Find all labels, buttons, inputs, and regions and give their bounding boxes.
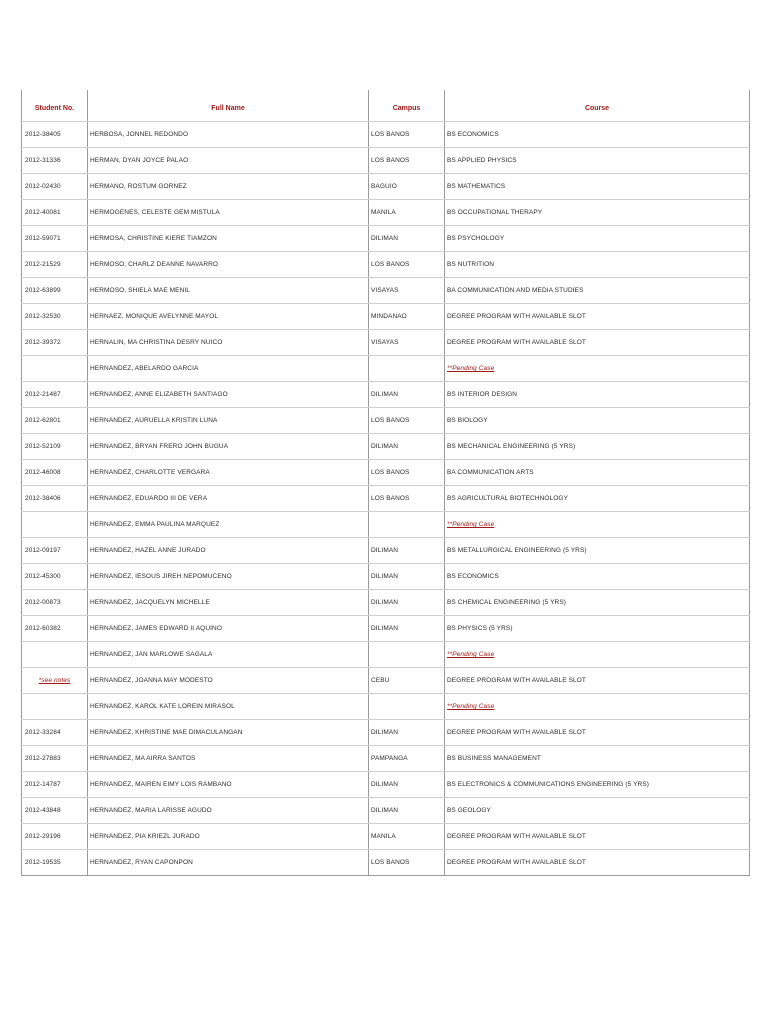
full-name-cell: HERNANDEZ, ANNE ELIZABETH SANTIAGO bbox=[88, 382, 369, 408]
course-cell: BA COMMUNICATION AND MEDIA STUDIES bbox=[445, 278, 750, 304]
student-no-cell: 2012-19535 bbox=[22, 850, 88, 876]
student-no-cell: 2012-40081 bbox=[22, 200, 88, 226]
campus-cell: DILIMAN bbox=[369, 564, 445, 590]
table-body bbox=[22, 122, 750, 876]
table-row bbox=[22, 824, 750, 850]
see-notes-link[interactable]: *see notes bbox=[38, 677, 71, 684]
course-cell: BS METALLURGICAL ENGINEERING (5 YRS) bbox=[445, 538, 750, 564]
table-row bbox=[22, 746, 750, 772]
course-cell: BA COMMUNICATION ARTS bbox=[445, 460, 750, 486]
table-row bbox=[22, 122, 750, 148]
campus-cell: MINDANAO bbox=[369, 304, 445, 330]
campus-cell bbox=[369, 642, 445, 668]
table-row bbox=[22, 798, 750, 824]
student-no-cell: 2012-33284 bbox=[22, 720, 88, 746]
campus-cell: MANILA bbox=[369, 824, 445, 850]
table-row bbox=[22, 252, 750, 278]
table-row bbox=[22, 850, 750, 876]
table-row bbox=[22, 694, 750, 720]
table-row bbox=[22, 616, 750, 642]
header-full-name: Full Name bbox=[88, 90, 369, 122]
full-name-cell: HERNANDEZ, IESOUS JIREH NEPOMUCENO bbox=[88, 564, 369, 590]
header-course: Course bbox=[445, 90, 750, 122]
full-name-cell: HERNANDEZ, KHRISTINE MAE DIMACULANGAN bbox=[88, 720, 369, 746]
course-cell: DEGREE PROGRAM WITH AVAILABLE SLOT bbox=[445, 330, 750, 356]
full-name-cell: HERNANDEZ, CHARLOTTE VERGARA bbox=[88, 460, 369, 486]
table-row bbox=[22, 356, 750, 382]
table-row bbox=[22, 200, 750, 226]
campus-cell bbox=[369, 512, 445, 538]
student-no-cell: 2012-59071 bbox=[22, 226, 88, 252]
full-name-cell: HERNANDEZ, MA AIRRA SANTOS bbox=[88, 746, 369, 772]
full-name-cell: HERNANDEZ, EMMA PAULINA MARQUEZ bbox=[88, 512, 369, 538]
campus-cell: DILIMAN bbox=[369, 798, 445, 824]
full-name-cell: HERMAN, DYAN JOYCE PALAO bbox=[88, 148, 369, 174]
table-row bbox=[22, 668, 750, 694]
full-name-cell: HERNANDEZ, MARIA LARISSE AGUDO bbox=[88, 798, 369, 824]
full-name-cell: HERNANDEZ, PIA KRIEZL JURADO bbox=[88, 824, 369, 850]
table-row bbox=[22, 460, 750, 486]
course-cell bbox=[445, 694, 750, 720]
full-name-cell: HERNANDEZ, JOANNA MAY MODESTO bbox=[88, 668, 369, 694]
table-row bbox=[22, 278, 750, 304]
course-cell: DEGREE PROGRAM WITH AVAILABLE SLOT bbox=[445, 720, 750, 746]
course-cell bbox=[445, 512, 750, 538]
campus-cell: LOS BANOS bbox=[369, 252, 445, 278]
student-no-cell: 2012-32530 bbox=[22, 304, 88, 330]
student-no-cell: 2012-00873 bbox=[22, 590, 88, 616]
student-no-cell: 2012-43848 bbox=[22, 798, 88, 824]
full-name-cell: HERNALIN, MA CHRISTINA DESRY NUICO bbox=[88, 330, 369, 356]
full-name-cell: HERMOGENES, CELESTE GEM MISTULA bbox=[88, 200, 369, 226]
student-no-cell bbox=[22, 512, 88, 538]
pending-case-link[interactable]: **Pending Case bbox=[447, 651, 495, 658]
full-name-cell: HERNANDEZ, JACQUELYN MICHELLE bbox=[88, 590, 369, 616]
student-no-cell: 2012-63899 bbox=[22, 278, 88, 304]
pending-case-link[interactable]: **Pending Case bbox=[447, 703, 495, 710]
full-name-cell: HERNANDEZ, AURUELLA KRISTIN LUNA bbox=[88, 408, 369, 434]
student-no-cell: 2012-62801 bbox=[22, 408, 88, 434]
campus-cell: LOS BANOS bbox=[369, 486, 445, 512]
course-cell: BS ECONOMICS bbox=[445, 564, 750, 590]
full-name-cell: HERNANDEZ, MAIREN EIMY LOIS RAMBANO bbox=[88, 772, 369, 798]
full-name-cell: HERNANDEZ, ABELARDO GARCIA bbox=[88, 356, 369, 382]
campus-cell: VISAYAS bbox=[369, 330, 445, 356]
table-row bbox=[22, 382, 750, 408]
table-row bbox=[22, 590, 750, 616]
student-no-cell: 2012-52109 bbox=[22, 434, 88, 460]
campus-cell: LOS BANOS bbox=[369, 850, 445, 876]
results-table bbox=[21, 90, 750, 876]
campus-cell: DILIMAN bbox=[369, 434, 445, 460]
full-name-cell: HERNANDEZ, HAZEL ANNE JURADO bbox=[88, 538, 369, 564]
course-cell: BS CHEMICAL ENGINEERING (5 YRS) bbox=[445, 590, 750, 616]
table-row bbox=[22, 226, 750, 252]
full-name-cell: HERMANO, ROSTUM GORNEZ bbox=[88, 174, 369, 200]
table-row bbox=[22, 538, 750, 564]
course-cell: BS GEOLOGY bbox=[445, 798, 750, 824]
student-no-cell: 2012-14787 bbox=[22, 772, 88, 798]
course-cell: DEGREE PROGRAM WITH AVAILABLE SLOT bbox=[445, 824, 750, 850]
full-name-cell: HERMOSO, CHARLZ DEANNE NAVARRO bbox=[88, 252, 369, 278]
full-name-cell: HERNANDEZ, RYAN CAPONPON bbox=[88, 850, 369, 876]
student-no-cell bbox=[22, 668, 88, 694]
student-no-cell: 2012-27883 bbox=[22, 746, 88, 772]
student-no-cell: 2012-29196 bbox=[22, 824, 88, 850]
campus-cell: VISAYAS bbox=[369, 278, 445, 304]
course-cell: DEGREE PROGRAM WITH AVAILABLE SLOT bbox=[445, 850, 750, 876]
course-cell bbox=[445, 642, 750, 668]
table-row bbox=[22, 148, 750, 174]
header-row bbox=[22, 90, 750, 122]
campus-cell: PAMPANGA bbox=[369, 746, 445, 772]
campus-cell: DILIMAN bbox=[369, 590, 445, 616]
course-cell: BS AGRICULTURAL BIOTECHNOLOGY bbox=[445, 486, 750, 512]
pending-case-link[interactable]: **Pending Case bbox=[447, 521, 495, 528]
campus-cell: MANILA bbox=[369, 200, 445, 226]
campus-cell: DILIMAN bbox=[369, 772, 445, 798]
course-cell: BS OCCUPATIONAL THERAPY bbox=[445, 200, 750, 226]
full-name-cell: HERNANDEZ, JAMES EDWARD II AQUINO bbox=[88, 616, 369, 642]
pending-case-link[interactable]: **Pending Case bbox=[447, 365, 495, 372]
course-cell: BS MATHEMATICS bbox=[445, 174, 750, 200]
course-cell bbox=[445, 356, 750, 382]
course-cell: BS BUSINESS MANAGEMENT bbox=[445, 746, 750, 772]
table-row bbox=[22, 330, 750, 356]
student-no-cell: 2012-38405 bbox=[22, 122, 88, 148]
campus-cell: LOS BANOS bbox=[369, 148, 445, 174]
full-name-cell: HERMOSA, CHRISTINE KIERE TIAMZON bbox=[88, 226, 369, 252]
full-name-cell: HERNANDEZ, KAROL KATE LOREIN MIRASOL bbox=[88, 694, 369, 720]
student-no-cell bbox=[22, 694, 88, 720]
campus-cell: CEBU bbox=[369, 668, 445, 694]
campus-cell: LOS BANOS bbox=[369, 122, 445, 148]
full-name-cell: HERNANDEZ, EDUARDO III DE VERA bbox=[88, 486, 369, 512]
student-no-cell: 2012-60382 bbox=[22, 616, 88, 642]
campus-cell: DILIMAN bbox=[369, 538, 445, 564]
campus-cell: LOS BANOS bbox=[369, 460, 445, 486]
table-row bbox=[22, 772, 750, 798]
table-row bbox=[22, 564, 750, 590]
course-cell: BS MECHANICAL ENGINEERING (5 YRS) bbox=[445, 434, 750, 460]
student-no-cell: 2012-38406 bbox=[22, 486, 88, 512]
student-no-cell: 2012-45300 bbox=[22, 564, 88, 590]
table-header bbox=[22, 90, 750, 122]
student-no-cell: 2012-21529 bbox=[22, 252, 88, 278]
table-row bbox=[22, 434, 750, 460]
campus-cell bbox=[369, 694, 445, 720]
course-cell: DEGREE PROGRAM WITH AVAILABLE SLOT bbox=[445, 304, 750, 330]
course-cell: BS PSYCHOLOGY bbox=[445, 226, 750, 252]
table-row bbox=[22, 720, 750, 746]
campus-cell: LOS BANOS bbox=[369, 408, 445, 434]
student-no-cell: 2012-31336 bbox=[22, 148, 88, 174]
table-row bbox=[22, 642, 750, 668]
campus-cell bbox=[369, 356, 445, 382]
student-no-cell: 2012-21487 bbox=[22, 382, 88, 408]
campus-cell: BAGUIO bbox=[369, 174, 445, 200]
student-no-cell bbox=[22, 356, 88, 382]
full-name-cell: HERBOSA, JONNEL REDONDO bbox=[88, 122, 369, 148]
student-no-cell: 2012-09197 bbox=[22, 538, 88, 564]
table-row bbox=[22, 512, 750, 538]
student-no-cell: 2012-39372 bbox=[22, 330, 88, 356]
campus-cell: DILIMAN bbox=[369, 720, 445, 746]
table-row bbox=[22, 304, 750, 330]
full-name-cell: HERMOSO, SHIELA MAE MENIL bbox=[88, 278, 369, 304]
table-row bbox=[22, 486, 750, 512]
table-row bbox=[22, 174, 750, 200]
student-no-cell: 2012-46008 bbox=[22, 460, 88, 486]
campus-cell: DILIMAN bbox=[369, 616, 445, 642]
header-campus: Campus bbox=[369, 90, 445, 122]
student-no-cell bbox=[22, 642, 88, 668]
full-name-cell: HERNANDEZ, JAN MARLOWE SAGALA bbox=[88, 642, 369, 668]
course-cell: BS NUTRITION bbox=[445, 252, 750, 278]
campus-cell: DILIMAN bbox=[369, 226, 445, 252]
course-cell: BS APPLIED PHYSICS bbox=[445, 148, 750, 174]
course-cell: BS PHYSICS (5 YRS) bbox=[445, 616, 750, 642]
header-student-no: Student No. bbox=[22, 90, 88, 122]
course-cell: BS ECONOMICS bbox=[445, 122, 750, 148]
course-cell: DEGREE PROGRAM WITH AVAILABLE SLOT bbox=[445, 668, 750, 694]
course-cell: BS INTERIOR DESIGN bbox=[445, 382, 750, 408]
table-row bbox=[22, 408, 750, 434]
course-cell: BS ELECTRONICS & COMMUNICATIONS ENGINEERING (5 YRS) bbox=[445, 772, 750, 798]
course-cell: BS BIOLOGY bbox=[445, 408, 750, 434]
campus-cell: DILIMAN bbox=[369, 382, 445, 408]
full-name-cell: HERNANDEZ, BRYAN FRERO JOHN BUGUA bbox=[88, 434, 369, 460]
full-name-cell: HERNAEZ, MONIQUE AVELYNNE MAYOL bbox=[88, 304, 369, 330]
student-no-cell: 2012-02430 bbox=[22, 174, 88, 200]
